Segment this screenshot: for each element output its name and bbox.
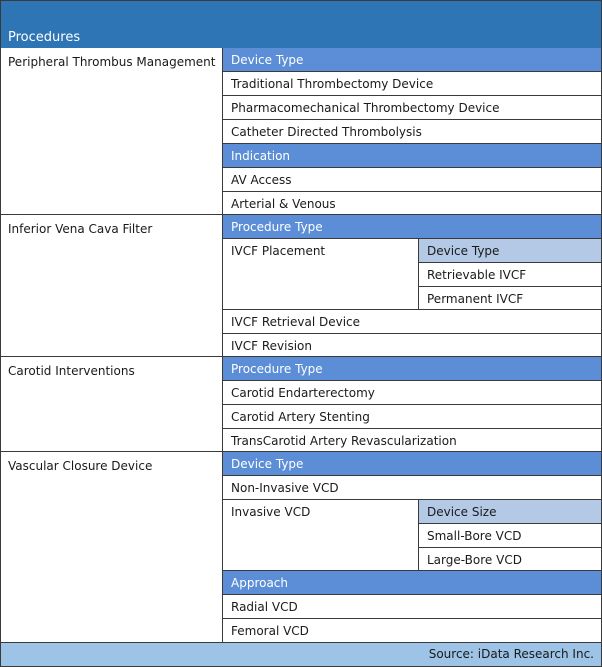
table-row — [223, 72, 601, 96]
sub-row — [418, 548, 601, 571]
row-label: Device Size — [427, 505, 497, 519]
row-header — [223, 571, 601, 595]
table-row — [223, 310, 601, 334]
row-header — [223, 48, 601, 72]
table-row — [223, 239, 418, 310]
row-label: AV Access — [231, 173, 292, 187]
table-row — [223, 500, 418, 571]
table-row — [223, 595, 601, 619]
row-label: TransCarotid Artery Revascularization — [231, 434, 457, 448]
table-title: Procedures — [8, 30, 81, 45]
row-label: Large-Bore VCD — [427, 553, 522, 567]
section-label: Inferior Vena Cava Filter — [8, 222, 153, 236]
table-row — [223, 619, 601, 643]
row-label: Device Type — [231, 53, 304, 67]
row-label: Retrievable IVCF — [427, 268, 527, 282]
table-row — [223, 192, 601, 215]
sub-row — [418, 524, 601, 548]
row-label: Permanent IVCF — [427, 292, 524, 306]
row-label: Pharmacomechanical Thrombectomy Device — [231, 101, 500, 115]
row-label: Traditional Thrombectomy Device — [231, 77, 434, 91]
sub-row — [418, 263, 601, 287]
section-label: Peripheral Thrombus Management — [8, 55, 216, 69]
section-label: Vascular Closure Device — [8, 459, 153, 473]
row-label: Catheter Directed Thrombolysis — [231, 125, 422, 139]
row-label: Invasive VCD — [231, 505, 311, 519]
table-row — [223, 96, 601, 120]
row-label: Device Type — [231, 457, 304, 471]
table-row — [223, 429, 601, 452]
source-text: Source: iData Research Inc. — [428, 647, 594, 661]
row-label: Femoral VCD — [231, 624, 309, 638]
row-header — [223, 357, 601, 381]
row-header — [223, 215, 601, 239]
sub-row — [418, 287, 601, 310]
row-label: IVCF Placement — [231, 244, 326, 258]
row-label: Carotid Endarterectomy — [231, 386, 375, 400]
row-label: Procedure Type — [231, 220, 323, 234]
table-row — [223, 120, 601, 144]
row-label: Radial VCD — [231, 600, 298, 614]
table-header — [1, 1, 601, 48]
section-peripheral-thrombus-management — [1, 48, 223, 215]
table-row — [223, 334, 601, 357]
source-footer — [1, 643, 601, 666]
row-label: Indication — [231, 149, 291, 163]
row-header — [223, 144, 601, 168]
row-label: Carotid Artery Stenting — [231, 410, 370, 424]
row-label: Non-Invasive VCD — [231, 481, 339, 495]
table-row — [223, 381, 601, 405]
section-inferior-vena-cava-filter — [1, 215, 223, 357]
row-label: IVCF Revision — [231, 339, 312, 353]
sub-header — [418, 500, 601, 524]
table-row — [223, 405, 601, 429]
section-label: Carotid Interventions — [8, 364, 135, 378]
section-vascular-closure-device — [1, 452, 223, 643]
row-label: Approach — [231, 576, 289, 590]
row-label: Small-Bore VCD — [427, 529, 522, 543]
table-row — [223, 168, 601, 192]
row-header — [223, 452, 601, 476]
table-row — [223, 476, 601, 500]
section-carotid-interventions — [1, 357, 223, 452]
row-label: IVCF Retrieval Device — [231, 315, 361, 329]
row-label: Arterial & Venous — [231, 197, 336, 211]
row-label: Procedure Type — [231, 362, 323, 376]
sub-header — [418, 239, 601, 263]
row-label: Device Type — [427, 244, 500, 258]
